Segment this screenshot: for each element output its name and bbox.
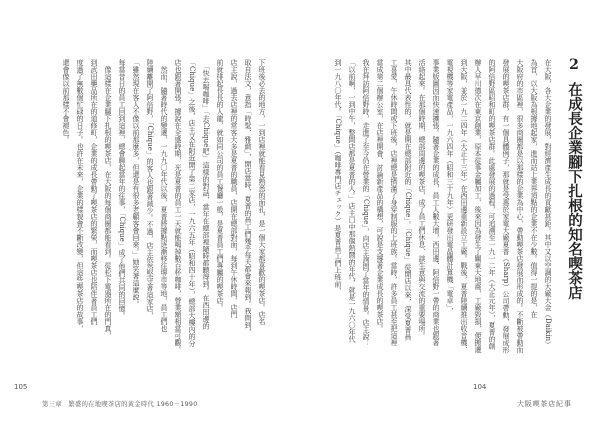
text-column: 到一九八〇年代。「Chique」（咖啡專門店チェック）是夏普員工們上班前、 (334, 59, 342, 295)
running-title-left: 第三章 繁盛的在地喫茶店的黃金時代 1960－1990 (42, 401, 198, 408)
text-column: 像這樣在企業腳下扎根的喫茶店，在大阪的每個商圈都能看到。從松下電器所在的門真， (104, 59, 112, 339)
text-column: 店也跟著開張。據說在全盛時期，光是夏普的員工一天就能喝掉數百杯咖啡，營業額相當可觀。 (174, 59, 182, 353)
text-column: 度過了無數個忙碌的日子。也許在未來，企業的樣貌會不斷改變，但這些喫茶店的故事， (76, 59, 84, 332)
text-column: 的阿倍野區昭和町的喫茶店群。此處發展的過程，可追溯至一九一二年（大正元年），夏普的創 (488, 59, 496, 350)
text-column: 陸續離開了阿倍野，「Chique」的客人也跟著減少。不過，店主依然堅守著這家店， (146, 59, 154, 319)
text-column: 當成第二個辦公室，在店裡開會、討論新產品的構想，可說是支撐著企業成長的喫茶店。 (376, 59, 384, 332)
text-column: 下班後必去的地方，一到店裡就能看見熟悉的面孔，是一個大家都喜歡的喫茶店。店名 (258, 59, 266, 325)
text-column: 然而，隨著時代的變遷，一九九〇年代以後，夏普將據點逐漸移往堺市等地，員工們也 (160, 59, 168, 332)
section-heading (565, 57, 583, 300)
text-column: 事業版圖因而快速擴張。隨著企業的成長，員工人數大增，西田邊、阿倍野一帶的商業也跟著 (432, 59, 440, 346)
text-column: 其中最具代表性的，就是開在總部附近的「Chique」。「Chique」從開店以來，深受夏普員 (404, 59, 412, 341)
text-column: 活絡起來。在那個時期，總部周邊的喫茶店，成了員工們休息、談生意與交流的重要場所。 (418, 59, 426, 339)
text-column: 電視機等家電產品，一九六四年（昭和三十九年）更研發出電晶體計算機「電卓」， (446, 59, 454, 315)
text-column: 在大阪，各大企業的發展，對經濟產生成長的貢獻甚鉅。其中又以空調的大廠大金（Daikin） (544, 59, 552, 349)
text-column: 到武田藥品所在的道修町，企業的成長帶動了喫茶店的繁榮，而喫茶店也陪伴著員工們 (90, 59, 98, 325)
text-column: 發展的喫茶店群，有一個具體例子，那就是受惠於家電大廠夏普（Sharp）公司帶動，發展成形 (502, 59, 510, 354)
page-number-left: 105 (14, 383, 28, 391)
text-column: 辦人早川德次在東京創業，原本從事金屬加工，後來因為發生了關東大地震，工廠毀損，便搬遷 (474, 59, 482, 353)
text-column: 取自法文，意指「時髦、雅緻」，開店當時，夏普的員工們幾乎每天都會來報到。我問到， (244, 59, 252, 336)
text-column: 每當昔日的員工回到這裡，總會聊起當年的往事，「Chique」成了他們共同的回憶。 (118, 59, 126, 319)
page-number-right: 104 (473, 383, 487, 391)
text-column: 「以前啊，一到中午，整間店都是夏普的人。」店主口中那個熱鬧的年代，就是一九六〇年代 (348, 59, 356, 343)
section-title: 在成長企業腳下扎根的知名喫茶店 (566, 82, 583, 300)
text-column: 到大阪，並於一九二四年（大正十三年）在西田邊重新設立工廠。戰後，夏普陸續推出收音機、 (460, 59, 468, 353)
text-column: 「雖然現在客人不像以前那麼多，但還是有很多老顧客會回來。」她笑著這麼說。 (132, 59, 140, 308)
text-column: 「快去喝咖啡」「去Chique吧」這樣的對話，當年在總部裡隨時都聽得到。在西田邊的 (202, 59, 210, 330)
text-column: 為首，以大阪為根據地起家，進而站上業界頂點的企業不在少數。值得一提的是，在 (530, 59, 538, 318)
text-column: 「Chique」之後，店主又在附近開了第二家店，一九六五年（昭和四十年），總部大樓內的分 (188, 59, 196, 347)
text-column: 我在拜訪阿倍野時，走進了至今仍在營業的「Chique」，向店主詢問了當年的情景。店主說： (362, 59, 370, 347)
right-page-body (331, 59, 555, 359)
text-column: 店主說，過去店裡的常客大多是夏普的職員，店開在總部對面，每到午休時間，店門 (230, 59, 238, 318)
left-page-body (59, 59, 269, 359)
text-column: 還會像以前那樣不會褪色。 (62, 59, 70, 143)
text-column: 大阪府的市區裡，很多商圈都是以那樣的企業為中心，帶動喫茶店發展而形成的。不斷被帶動而 (516, 59, 524, 353)
text-column: 工喜愛，午休時間或下班後，店裡總是擠滿了身穿制服的上班族。當時，許多員工甚至把這裡 (390, 59, 398, 346)
section-number: 2 (566, 57, 582, 73)
text-column: 前就排起長長的人龍，就如同公司的員工餐廳一般，是夏普員工們專屬的喫茶店。 (216, 59, 224, 311)
running-title-right: 大阪喫茶店紀事 (517, 400, 572, 408)
